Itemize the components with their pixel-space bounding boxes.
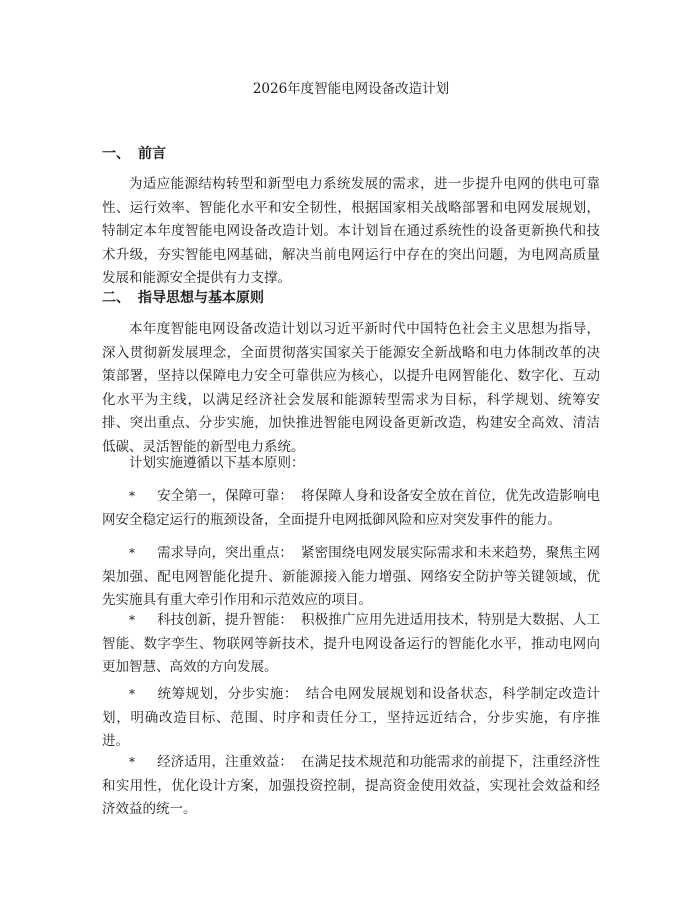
principle-text: 紧密围绕电网发展实际需求和未来趋势，聚焦主网架加强、配电网智能化提升、新能源接入能力增强、网络安全防护等关键领域，优先实施具有重大牵引作用和示范效应的项目。 <box>102 545 600 609</box>
principles-intro-paragraph: 计划实施遵循以下基本原则： <box>129 455 305 471</box>
principle-text: 在满足技术规范和功能需求的前提下，注重经济性和实用性，优化设计方案，加强投资控制，提高资金使用效益，实现社会效益和经济效益的统一。 <box>102 754 600 818</box>
principle-text: 积极推广应用先进适用技术，特别是大数据、人工智能、数字孪生、物联网等新技术，提升电网设备运行的智能化水平，推动电网向更加智慧、高效的方向发展。 <box>102 612 600 676</box>
principle-item <box>102 751 600 822</box>
principle-term: 安全第一，保障可靠： <box>157 488 294 504</box>
section-heading-preface <box>102 144 166 164</box>
section-number: 一、 <box>102 146 130 162</box>
section-title: 前言 <box>138 146 166 162</box>
section-heading-guiding-principles <box>102 288 264 308</box>
section-number: 二、 <box>102 290 130 306</box>
principle-item <box>102 542 600 613</box>
bullet-star-icon: * <box>129 546 135 560</box>
section-title: 指导思想与基本原则 <box>138 290 264 306</box>
principle-term: 需求导向，突出重点： <box>157 545 294 561</box>
principle-item <box>102 609 600 680</box>
principle-term: 经济适用，注重效益： <box>157 754 294 770</box>
bullet-star-icon: * <box>129 613 135 627</box>
preface-paragraph: 为适应能源结构转型和新型电力系统发展的需求，进一步提升电网的供电可靠性、运行效率、智能化水平和安全韧性，根据国家相关战略部署和电网发展规划，特制定本年度智能电网设备改造计划。本计划旨在通过系统性的设备更新换代和技术升级，夯实智能电网基础，解决当前电网运行中存在的突出问题，为电网高质量发展和能源安全提供有力支撑。 <box>102 176 600 287</box>
principle-text: 结合电网发展规划和设备状态，科学制定改造计划，明确改造目标、范围、时序和责任分工，坚持远近结合，分步实施，有序推进。 <box>102 686 601 750</box>
principle-term: 科技创新，提升智能： <box>157 612 294 628</box>
principle-item <box>102 485 600 532</box>
principle-item <box>102 683 600 754</box>
principle-term: 统筹规划，分步实施： <box>157 686 298 702</box>
principle-text: 将保障人身和设备安全放在首位，优先改造影响电网安全稳定运行的瓶颈设备，全面提升电网抵御风险和应对突发事件的能力。 <box>102 488 600 528</box>
document-title: 2026年度智能电网设备改造计划 <box>252 81 450 97</box>
bullet-star-icon: * <box>129 489 135 503</box>
bullet-star-icon: * <box>129 755 135 769</box>
bullet-star-icon: * <box>129 687 135 701</box>
guiding-thought-paragraph: 本年度智能电网设备改造计划以习近平新时代中国特色社会主义思想为指导，深入贯彻新发展理念，全面贯彻落实国家关于能源安全新战略和电力体制改革的决策部署，坚持以保障电力安全可靠供应为核心，以提升电网智能化、数字化、互动化水平为主线，以满足经济社会发展和能源转型需求为目标，科学规划、统筹安排、突出重点、分步实施，加快推进智能电网设备更新改造，构建安全高效、清洁低碳、灵活智能的新型电力系统。 <box>102 321 600 455</box>
